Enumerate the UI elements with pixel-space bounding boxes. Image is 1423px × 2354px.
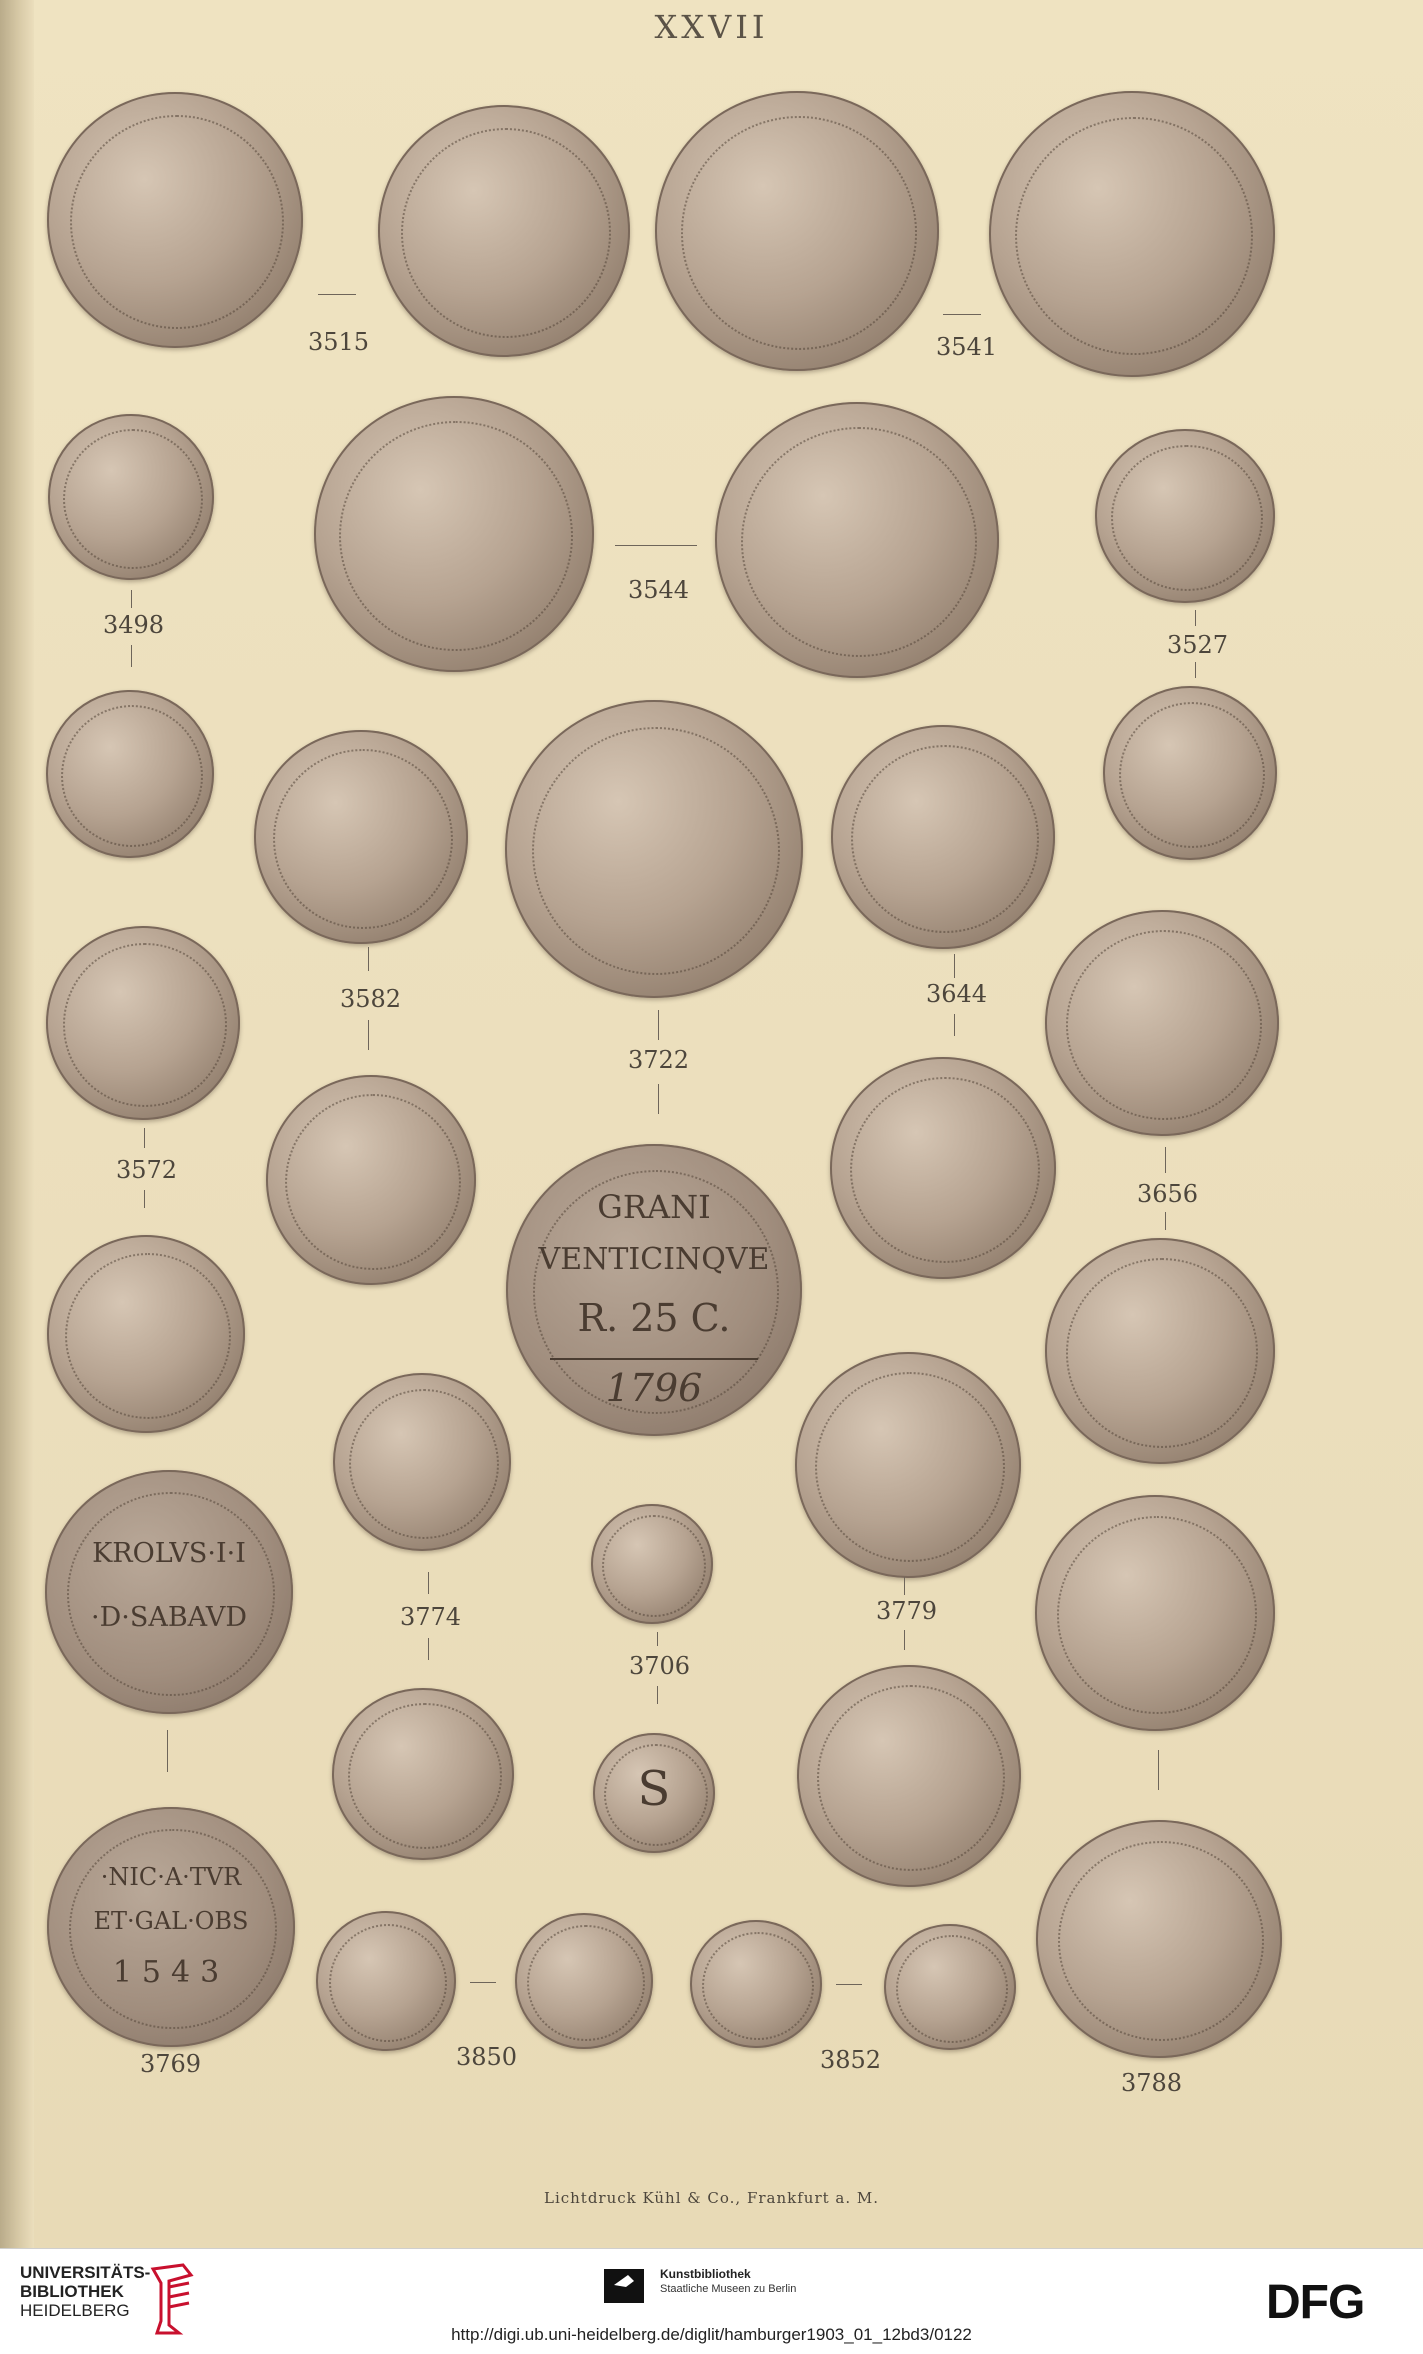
coin-image	[1045, 1238, 1275, 1464]
connector-line	[368, 947, 369, 971]
coin-number-3656: 3656	[1137, 1180, 1199, 1208]
coin-number-3722: 3722	[628, 1046, 690, 1074]
connector-line	[615, 545, 697, 546]
coin-image	[46, 690, 214, 858]
coin-grani-venticinque	[506, 1144, 802, 1436]
coin-image	[378, 105, 630, 357]
coin-number-3774: 3774	[400, 1603, 462, 1631]
coin-image	[1045, 910, 1279, 1136]
kb-title: Kunstbibliothek	[660, 2267, 751, 2281]
kb-subtitle: Staatliche Museen zu Berlin	[660, 2283, 797, 2295]
coin-image	[591, 1504, 713, 1624]
coin-image	[989, 91, 1275, 377]
coin-image	[795, 1352, 1021, 1578]
connector-line	[943, 314, 981, 315]
connector-line	[657, 1686, 658, 1704]
coin-number-3644: 3644	[926, 980, 988, 1008]
coin-image	[47, 92, 303, 348]
plate-number: XXVII	[654, 8, 769, 46]
coin-number-3498: 3498	[103, 611, 165, 639]
coin-inscription: R. 25 C.	[577, 1296, 731, 1340]
coin-image	[266, 1075, 476, 1285]
coin-image	[46, 926, 240, 1120]
coin-number-3572: 3572	[116, 1156, 178, 1184]
library-name-line2: BIBLIOTHEK	[20, 2282, 124, 2301]
coin-image	[332, 1688, 514, 1860]
coin-image	[797, 1665, 1021, 1887]
connector-line	[144, 1190, 145, 1208]
connector-line	[954, 954, 955, 978]
coin-number-3515: 3515	[308, 328, 370, 356]
coin-image	[884, 1924, 1016, 2050]
coin-image	[830, 1057, 1056, 1279]
connector-line	[131, 645, 132, 667]
coin-sabaudia	[45, 1470, 293, 1714]
connector-line	[144, 1128, 145, 1148]
connector-line	[368, 1020, 369, 1050]
coin-image	[47, 1235, 245, 1433]
connector-line	[1165, 1212, 1166, 1230]
heidelberg-library-logo[interactable]	[20, 2263, 150, 2320]
coin-image	[316, 1911, 456, 2051]
digitization-footer	[0, 2248, 1423, 2354]
coin-image	[1036, 1820, 1282, 2058]
connector-line	[470, 1982, 496, 1983]
library-name-line1: UNIVERSITÄTS-	[20, 2263, 151, 2282]
coin-number-3527: 3527	[1167, 631, 1229, 659]
coin-image	[515, 1913, 653, 2049]
library-name-line3: HEIDELBERG	[20, 2301, 130, 2320]
printer-credit: Lichtdruck Kühl & Co., Frankfurt a. M.	[543, 2189, 880, 2207]
coin-inscription: ·D·SABAVD	[91, 1602, 247, 1633]
coin-inscription: 1543	[112, 1955, 230, 1990]
connector-line	[904, 1577, 905, 1595]
connector-line	[657, 1632, 658, 1646]
connector-line	[167, 1730, 168, 1772]
coin-image	[314, 396, 594, 672]
connector-line	[131, 590, 132, 608]
connector-line	[428, 1572, 429, 1594]
coin-number-3788: 3788	[1121, 2069, 1183, 2097]
connector-line	[318, 294, 356, 295]
connector-line	[658, 1084, 659, 1114]
coin-image	[333, 1373, 511, 1551]
coin-image	[655, 91, 939, 371]
connector-line	[1158, 1750, 1159, 1790]
coin-image	[505, 700, 803, 998]
coin-image	[254, 730, 468, 944]
coin-number-3544: 3544	[628, 576, 690, 604]
connector-line	[954, 1014, 955, 1036]
coin-number-3850: 3850	[456, 2043, 518, 2071]
connector-line	[1195, 610, 1196, 626]
connector-line	[836, 1984, 862, 1985]
coin-number-3582: 3582	[340, 985, 402, 1013]
coin-inscription: KROLVS·I·I	[92, 1538, 246, 1569]
coin-inscription: GRANI	[597, 1188, 711, 1226]
coin-number-3852: 3852	[820, 2046, 882, 2074]
coin-number-3541: 3541	[936, 333, 998, 361]
connector-line	[904, 1630, 905, 1650]
coin-inscription: 1796	[550, 1358, 757, 1410]
coin-inscription: S	[637, 1761, 671, 1817]
coin-inscription: VENTICINQVE	[538, 1242, 770, 1277]
coin-nica	[47, 1807, 295, 2047]
coin-image	[690, 1920, 822, 2048]
coin-image	[1035, 1495, 1275, 1731]
coin-image	[715, 402, 999, 678]
connector-line	[1165, 1147, 1166, 1173]
coin-number-3779: 3779	[876, 1597, 938, 1625]
coin-image	[1103, 686, 1277, 860]
coin-number-3769: 3769	[140, 2050, 202, 2078]
coin-image	[831, 725, 1055, 949]
connector-line	[658, 1010, 659, 1040]
kunstbibliothek-icon	[604, 2267, 648, 2307]
coin-inscription: ET·GAL·OBS	[93, 1907, 249, 1935]
permalink-url[interactable]: http://digi.ub.uni-heidelberg.de/diglit/hamburger1903_01_12bd3/0122	[451, 2325, 972, 2344]
connector-line	[1195, 662, 1196, 678]
coin-image	[1095, 429, 1275, 603]
coin-image	[48, 414, 214, 580]
connector-line	[428, 1638, 429, 1660]
coin-inscription: ·NIC·A·TVR	[100, 1863, 242, 1891]
book-gutter-shadow	[0, 0, 34, 2248]
kunstbibliothek-logo[interactable]	[604, 2267, 797, 2311]
coin-number-3706: 3706	[629, 1652, 691, 1680]
coin-s	[593, 1733, 715, 1853]
dfg-logo[interactable]: DFG	[1266, 2276, 1365, 2329]
